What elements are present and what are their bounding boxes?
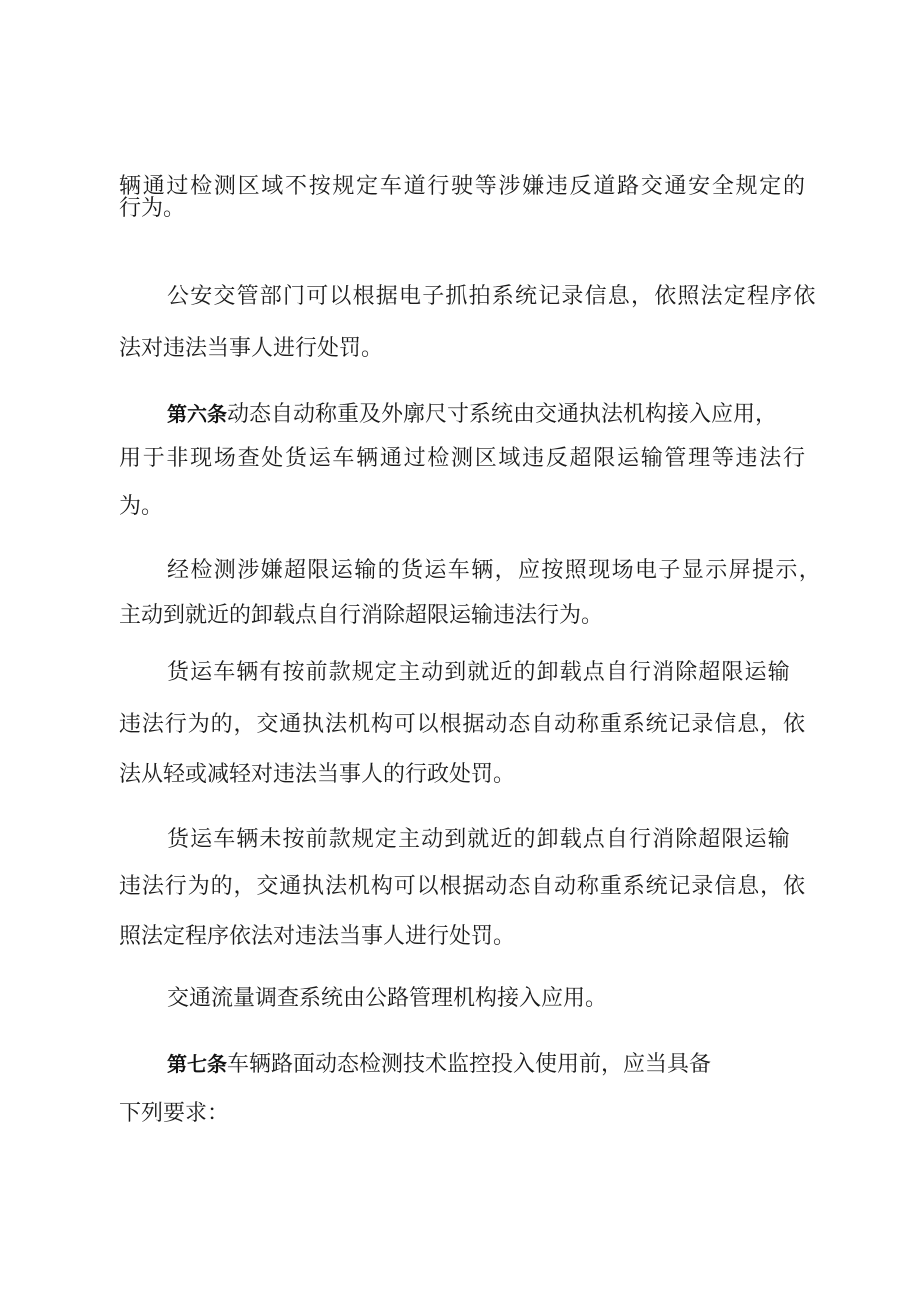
paragraph-2-line-2: 法对违法当事人进行处罚。 xyxy=(119,336,384,361)
article-6-line-1 xyxy=(167,404,777,426)
article-6-line-2: 用于非现场查处货运车辆通过检测区域违反超限运输管理等违法行 xyxy=(119,446,805,471)
article-7-line-2: 下列要求： xyxy=(119,1101,230,1126)
article-7-line-1-text: 车辆路面动态检测技术监控投入使用前，应当具备 xyxy=(227,1052,712,1077)
article-6-line-1-text: 动态自动称重及外廓尺寸系统由交通执法机构接入应用， xyxy=(227,402,778,427)
paragraph-5-line-3: 法从轻或减轻对违法当事人的行政处罚。 xyxy=(119,762,516,787)
paragraph-4-line-1: 经检测涉嫌超限运输的货运车辆，应按照现场电子显示屏提示， xyxy=(167,558,823,583)
paragraph-1-line-1: 辆通过检测区域不按规定车道行驶等涉嫌违反道路交通安全规定的 xyxy=(119,174,805,199)
article-6-line-3: 为。 xyxy=(119,494,164,519)
paragraph-5-line-1: 货运车辆有按前款规定主动到就近的卸载点自行消除超限运输 xyxy=(167,660,791,685)
paragraph-7-line-1: 交通流量调查系统由公路管理机构接入应用。 xyxy=(167,986,608,1011)
paragraph-6-line-2: 违法行为的，交通执法机构可以根据动态自动称重系统记录信息，依 xyxy=(119,874,805,899)
paragraph-6-line-1: 货运车辆未按前款规定主动到就近的卸载点自行消除超限运输 xyxy=(167,827,791,852)
paragraph-2-line-1: 公安交管部门可以根据电子抓拍系统记录信息，依照法定程序依 xyxy=(167,284,817,309)
article-7-heading: 第七条 xyxy=(167,1052,227,1076)
paragraph-5-line-2: 违法行为的，交通执法机构可以根据动态自动称重系统记录信息，依 xyxy=(119,712,805,737)
article-6-heading: 第六条 xyxy=(167,402,227,426)
paragraph-6-line-3: 照法定程序依法对违法当事人进行处罚。 xyxy=(119,924,516,949)
article-7-line-1 xyxy=(167,1054,711,1076)
paragraph-1-line-2: 行为。 xyxy=(119,196,186,221)
paragraph-4-line-2: 主动到就近的卸载点自行消除超限运输违法行为。 xyxy=(119,603,604,628)
